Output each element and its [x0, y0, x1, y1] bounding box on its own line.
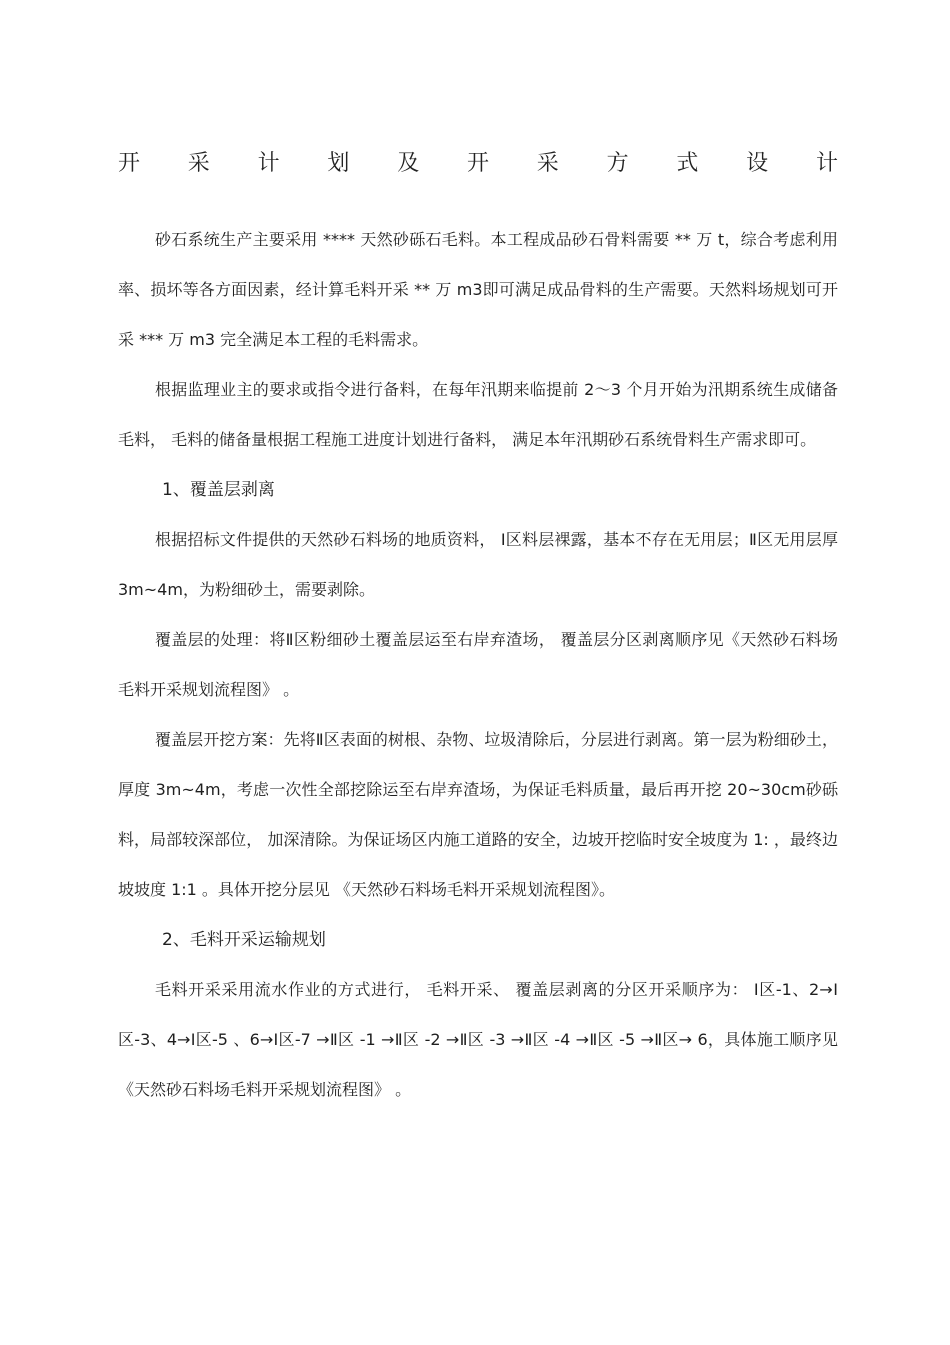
paragraph-excavation-plan: 覆盖层开挖方案：先将Ⅱ区表面的树根、杂物、垃圾清除后，分层进行剥离。第一层为粉细砂土，厚度 3m~4m，考虑一次性全部挖除运至右岸弃渣场，为保证毛料质量，最后再开挖 20~30cm砂砾料，局部较深部位， 加深清除。为保证场区内施工道路的安全，边坡开挖临时安全坡度为 1: ，最终边坡坡度 1:1 。具体开挖分层见 《天然砂石料场毛料开采规划流程图》。 — [118, 730, 838, 899]
title-char: 采 — [187, 151, 210, 176]
section-heading-overburden: 1、覆盖层剥离 — [162, 480, 275, 500]
title-char: 开 — [466, 151, 489, 176]
title-char: 设 — [746, 151, 769, 176]
paragraph-mining-sequence: 毛料开采采用流水作业的方式进行， 毛料开采、 覆盖层剥离的分区开采顺序为： Ⅰ区-1、2→Ⅰ区-3、4→Ⅰ区-5 、6→Ⅰ区-7 →Ⅱ区 -1 →Ⅱ区 -2 →Ⅱ区 -3 →Ⅱ区 -4 →Ⅱ区 -5 →Ⅱ区→ 6，具体施工顺序见《天然砂石料场毛料开采规划流程图》 。 — [118, 980, 838, 1099]
title-char: 划 — [327, 151, 350, 176]
title-char: 计 — [257, 151, 280, 176]
paragraph-geology: 根据招标文件提供的天然砂石料场的地质资料， Ⅰ区料层裸露，基本不存在无用层；Ⅱ区无用层厚 3m~4m，为粉细砂土，需要剥除。 — [118, 530, 838, 599]
title-char: 计 — [815, 151, 838, 176]
title-char: 采 — [536, 151, 559, 176]
title-char: 式 — [676, 151, 699, 176]
paragraph-stockpile: 根据监理业主的要求或指令进行备料，在每年汛期来临提前 2～3 个月开始为汛期系统生成储备毛料， 毛料的储备量根据工程施工进度计划进行备料， 满足本年汛期砂石系统骨料生产需求即可。 — [118, 380, 838, 449]
paragraph-material-demand: 砂石系统生产主要采用 **** 天然砂砾石毛料。本工程成品砂石骨料需要 ** 万 t，综合考虑利用率、损坏等各方面因素，经计算毛料开采 ** 万 m3即可满足成品骨料的生产需要。天然料场规划可开采 *** 万 m3 完全满足本工程的毛料需求。 — [118, 230, 838, 349]
paragraph-overburden-handling: 覆盖层的处理：将Ⅱ区粉细砂土覆盖层运至右岸弃渣场， 覆盖层分区剥离顺序见《天然砂石料场毛料开采规划流程图》 。 — [118, 630, 838, 699]
title-char: 及 — [397, 151, 420, 176]
document-body — [118, 215, 838, 1115]
document-title — [118, 148, 838, 180]
title-char: 开 — [118, 151, 141, 176]
title-char: 方 — [606, 151, 629, 176]
section-heading-transport: 2、毛料开采运输规划 — [162, 930, 326, 950]
